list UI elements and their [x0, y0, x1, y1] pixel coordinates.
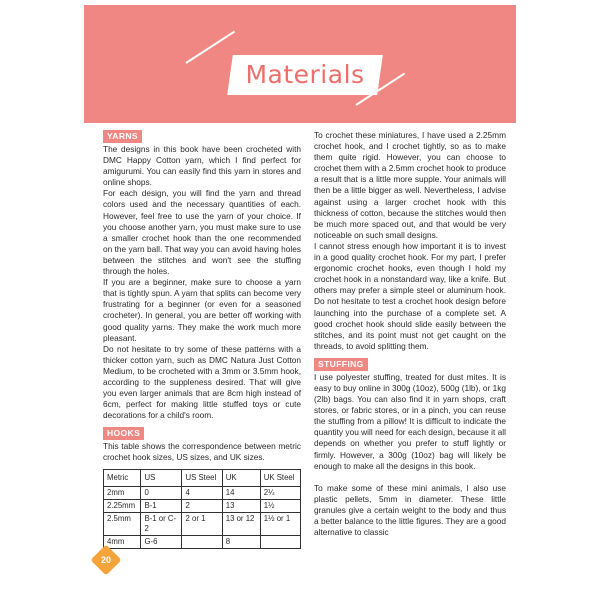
table-cell: 2mm	[104, 486, 141, 499]
table-cell: 2¼	[260, 486, 300, 499]
paragraph: To make some of these mini animals, I also use plastic pellets, 5mm in diameter. These little granules give a certain weight to the body and thus a better balance to the little figures. They are a good alternative to classic	[314, 482, 506, 538]
table-cell: 14	[222, 486, 260, 499]
paragraph: Do not hesitate to try some of these patterns with a thicker cotton yarn, such as DMC Natura Just Cotton Medium, to be crocheted with a 3mm or 3.5mm hook, according to the suppleness desired. That will give you even larger animals that are 8cm high instead of 6cm, perfect for making little stuffed toys or cute decorations for a child's room.	[103, 343, 301, 421]
table-cell: 0	[141, 486, 182, 499]
table-header-row	[104, 469, 301, 486]
table-cell	[260, 535, 300, 548]
table-cell: 8	[222, 535, 260, 548]
table-cell: 13 or 12	[222, 512, 260, 535]
table-cell: B-1 or C-2	[141, 512, 182, 535]
table-row	[104, 535, 301, 548]
table-row	[104, 499, 301, 512]
paragraph: For each design, you will find the yarn and thread colors used and the necessary quantities of each. However, feel free to use the yarn of your choice. If you choose another yarn, you must make sure to use a smaller crochet hook than the one recommended on the yarn ball. That way you can avoid having holes between the stitches and won't see the stuffing through the holes.	[103, 188, 301, 277]
table-cell	[182, 535, 222, 548]
table-cell: 2 or 1	[182, 512, 222, 535]
paragraph: I cannot stress enough how important it is to invest in a good quality crochet hook. For my part, I prefer ergonomic crochet hooks, even though I hold my crochet hook in a nonstandard way, like a knife. But others may prefer a simple steel or aluminum hook. Do not hesitate to test a crochet hook design before launching into the purchase of a complete set. A good crochet hook should slide easily between the stitches, and its point must not get caught on the threads, to avoid splitting them.	[314, 240, 506, 351]
table-cell: 4mm	[104, 535, 141, 548]
stuffing-heading: STUFFING	[314, 358, 368, 371]
table-header-cell: US Steel	[182, 469, 222, 486]
table-cell: G-6	[141, 535, 182, 548]
paragraph: This table shows the correspondence between metric crochet hook sizes, US sizes, and UK sizes.	[103, 441, 301, 463]
paragraph: If you are a beginner, make sure to choose a yarn that is tightly spun. A yarn that splits can become very frustrating for a beginner (or even for a seasoned crocheter). In general, you are better off working with good quality yarns. They make the work much more pleasant.	[103, 277, 301, 343]
page-number: 20	[100, 555, 111, 565]
yarns-heading: YARNS	[103, 130, 142, 143]
table-cell: 2.5mm	[104, 512, 141, 535]
paragraph: The designs in this book have been crocheted with DMC Happy Cotton yarn, which I find perfect for amigurumi. You can easily find this yarn in stores and online shops.	[103, 144, 301, 188]
hook-size-table	[103, 469, 301, 549]
paragraph: I use polyester stuffing, treated for dust mites. It is easy to buy online in 300g (10oz), 500g (1lb), or 1kg (2lb) bags. You can also find it in yarn shops, craft stores, or fabric stores, or in a pinch, you can reuse the stuffing from a pillow! It is difficult to indicate the quantity you will need for each design, because it all depends on whether you prefer to stuff lightly or firmly. However, a 300g (10oz) bag will likely be enough to make all the designs in this book.	[314, 371, 506, 471]
table-cell: 1½	[260, 499, 300, 512]
table-cell: 1½ or 1	[260, 512, 300, 535]
left-column	[103, 130, 301, 549]
table-row	[104, 486, 301, 499]
table-cell: 2	[182, 499, 222, 512]
table-cell: 4	[182, 486, 222, 499]
table-header-cell: Metric	[104, 469, 141, 486]
table-header-cell: UK	[222, 469, 260, 486]
right-column	[314, 130, 506, 538]
table-cell: 2.25mm	[104, 499, 141, 512]
page-title: Materials	[245, 60, 365, 89]
table-row	[104, 512, 301, 535]
table-header-cell: UK Steel	[260, 469, 300, 486]
table-header-cell: US	[141, 469, 182, 486]
hooks-heading: HOOKS	[103, 427, 144, 440]
paragraph: To crochet these miniatures, I have used a 2.25mm crochet hook, and I crochet tightly, so as to make them quite rigid. However, you can choose to crochet them with a 2.5mm crochet hook to produce a result that is a little more supple. Your animals will then be a little bigger as well. Nevertheless, I advise against using a larger crochet hook with this thickness of cotton, because the stitches would then be much more spaced out, and that would be very noticeable on such small designs.	[314, 130, 506, 240]
table-cell: B-1	[141, 499, 182, 512]
table-cell: 13	[222, 499, 260, 512]
